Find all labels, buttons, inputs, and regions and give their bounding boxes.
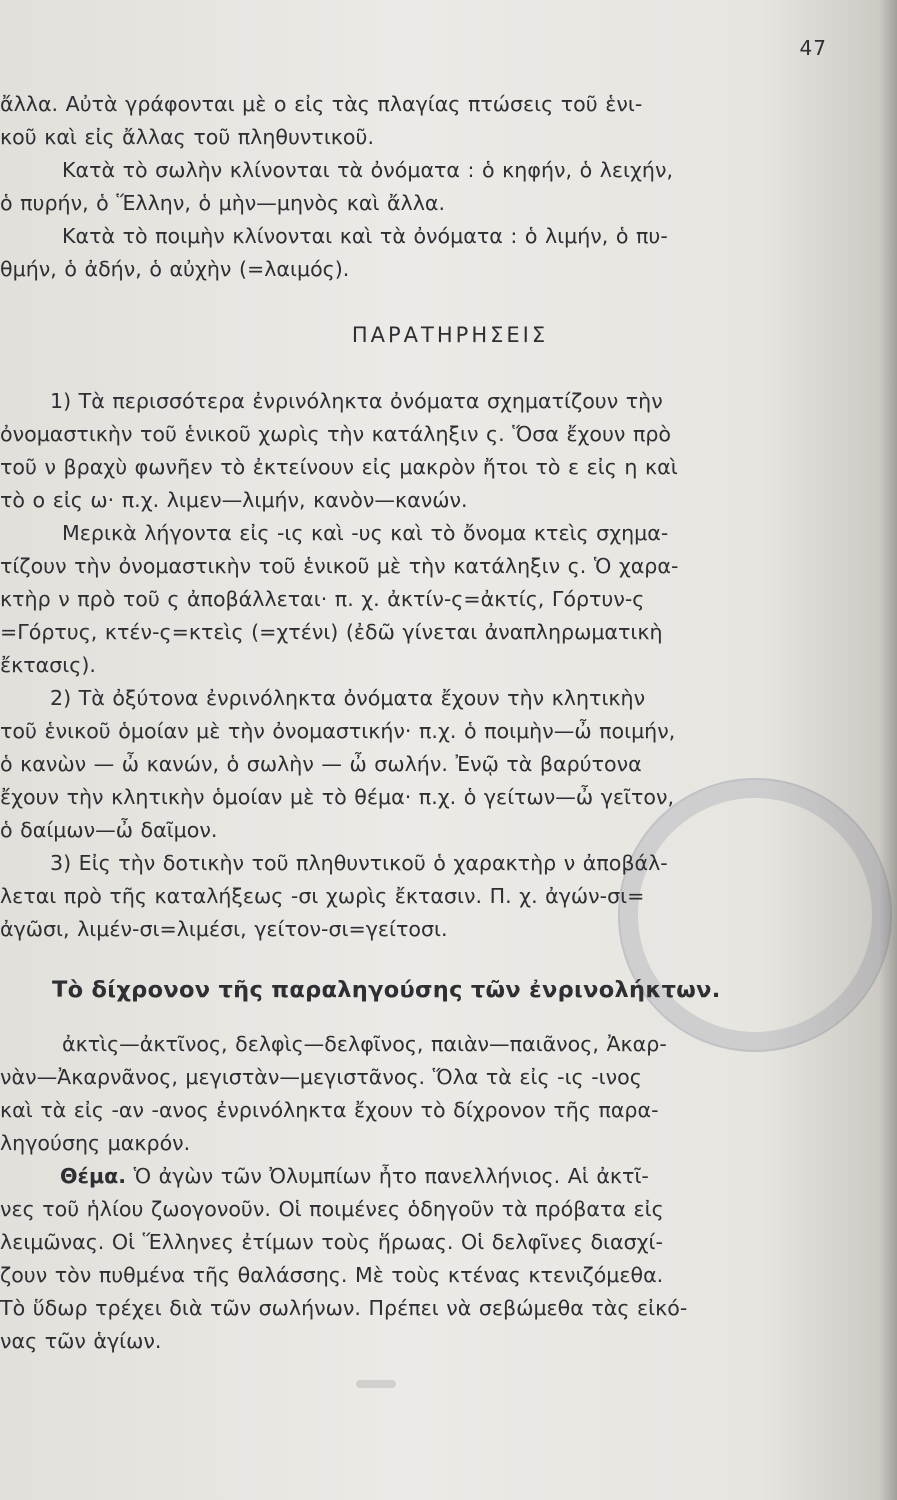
text-line: 3) Εἰς τὴν δοτικὴν τοῦ πληθυντικοῦ ὁ χαρακτὴρ ν ἀποβάλ-: [50, 851, 668, 875]
exercise-text: Ὁ ἀγὼν τῶν Ὀλυμπίων ἦτο πανελλήνιος. Αἱ ἀκτῖ-: [133, 1164, 649, 1188]
text-line: λεται πρὸ τῆς καταλήξεως -σι χωρὶς ἔκτασιν. Π. χ. ἀγών-σι=: [0, 884, 645, 908]
text-line: νας τῶν ἁγίων.: [0, 1329, 162, 1353]
text-line: ἀκτὶς—ἀκτῖνος, δελφὶς—δελφῖνος, παιὰν—παιᾶνος, Ἀκαρ-: [62, 1032, 667, 1056]
text-line: τίζουν τὴν ὀνομαστικὴν τοῦ ἑνικοῦ μὲ τὴν κατάληξιν ς. Ὁ χαρα-: [0, 554, 679, 578]
text-line: ζουν τὸν πυθμένα τῆς θαλάσσης. Μὲ τοὺς κτένας κτενιζόμεθα.: [0, 1263, 664, 1287]
text-line: ὁ πυρήν, ὁ Ἕλλην, ὁ μὴν—μηνὸς καὶ ἄλλα.: [0, 191, 446, 215]
text-line: ἔκτασις).: [0, 653, 96, 677]
text-line: τοῦ ἑνικοῦ ὁμοίαν μὲ τὴν ὀνομαστικήν· π.χ. ὁ ποιμὴν—ὦ ποιμήν,: [0, 719, 676, 743]
page-text: [0, 88, 840, 1358]
text-line: λειμῶνας. Οἱ Ἕλληνες ἐτίμων τοὺς ἥρωας. Οἱ δελφῖνες διασχί-: [0, 1230, 663, 1254]
text-line: τοῦ ν βραχὺ φωνῆεν τὸ ἐκτείνουν εἰς μακρὸν ἤτοι τὸ ε εἰς η καὶ: [0, 455, 678, 479]
text-line: Τὸ ὕδωρ τρέχει διὰ τῶν σωλήνων. Πρέπει νὰ σεβώμεθα τὰς εἰκό-: [0, 1296, 688, 1320]
binding-shadow: [879, 0, 897, 1500]
text-line: 1) Τὰ περισσότερα ἐνρινόληκτα ὀνόματα σχηματίζουν τὴν: [50, 389, 663, 413]
ink-smudge: [356, 1380, 396, 1388]
text-line: ὁ κανὼν — ὦ κανών, ὁ σωλὴν — ὦ σωλήν. Ἐνῷ τὰ βαρύτονα: [0, 752, 642, 776]
text-line: καὶ τὰ εἰς -αν -ανος ἐνρινόληκτα ἔχουν τὸ δίχρονον τῆς παρα-: [0, 1098, 659, 1122]
theme-label: Θέμα.: [60, 1164, 127, 1188]
text-line: 2) Τὰ ὀξύτονα ἐνρινόληκτα ὀνόματα ἔχουν τὴν κλητικὴν: [50, 686, 646, 710]
text-line: ἀγῶσι, λιμέν-σι=λιμέσι, γείτον-σι=γείτοσι.: [0, 917, 448, 941]
text-line: Κατὰ τὸ ποιμὴν κλίνονται καὶ τὰ ὀνόματα : ὁ λιμήν, ὁ πυ-: [62, 224, 668, 248]
text-line: ὁ δαίμων—ὦ δαῖμον.: [0, 818, 218, 842]
text-line: θμήν, ὁ ἀδήν, ὁ αὐχὴν (=λαιμός).: [0, 257, 350, 281]
text-line: νες τοῦ ἡλίου ζωογονοῦν. Οἱ ποιμένες ὁδηγοῦν τὰ πρόβατα εἰς: [0, 1197, 664, 1221]
text-line: ληγούσης μακρόν.: [0, 1131, 191, 1155]
section-heading: ΠΑΡΑΤΗΡΗΣΕΙΣ: [351, 323, 549, 347]
text-line: Κατὰ τὸ σωλὴν κλίνονται τὰ ὀνόματα : ὁ κηφήν, ὁ λειχήν,: [62, 158, 674, 182]
text-line: =Γόρτυς, κτέν-ς=κτεὶς (=χτένι) (ἐδῶ γίνεται ἀναπληρωματικὴ: [0, 620, 663, 644]
text-line: κοῦ καὶ εἰς ἄλλας τοῦ πληθυντικοῦ.: [0, 125, 374, 149]
text-line: ἄλλα. Αὐτὰ γράφονται μὲ ο εἰς τὰς πλαγίας πτώσεις τοῦ ἑνι-: [0, 92, 643, 116]
text-line: Μερικὰ λήγοντα εἰς -ις καὶ -υς καὶ τὸ ὄνομα κτεὶς σχημα-: [62, 521, 669, 545]
text-line: ὀνομαστικὴν τοῦ ἑνικοῦ χωρὶς τὴν κατάληξιν ς. Ὅσα ἔχουν πρὸ: [0, 422, 672, 446]
text-line: νὰν—Ἀκαρνᾶνος, μεγιστὰν—μεγιστᾶνος. Ὅλα τὰ εἰς -ις -ινος: [0, 1065, 642, 1089]
page-number: 47: [799, 36, 827, 60]
text-line: τὸ ο εἰς ω· π.χ. λιμεν—λιμήν, κανὸν—κανών.: [0, 488, 468, 512]
text-line: κτὴρ ν πρὸ τοῦ ς ἀποβάλλεται· π. χ. ἀκτίν-ς=ἀκτίς, Γόρτυν-ς: [0, 587, 645, 611]
exercise-line: [0, 1160, 840, 1193]
text-line: ἔχουν τὴν κλητικὴν ὁμοίαν μὲ τὸ θέμα· π.χ. ὁ γείτων—ὦ γεῖτον,: [0, 785, 675, 809]
section-subtitle: Τὸ δίχρονον τῆς παραληγούσης τῶν ἐνρινολήκτων.: [52, 977, 721, 1003]
